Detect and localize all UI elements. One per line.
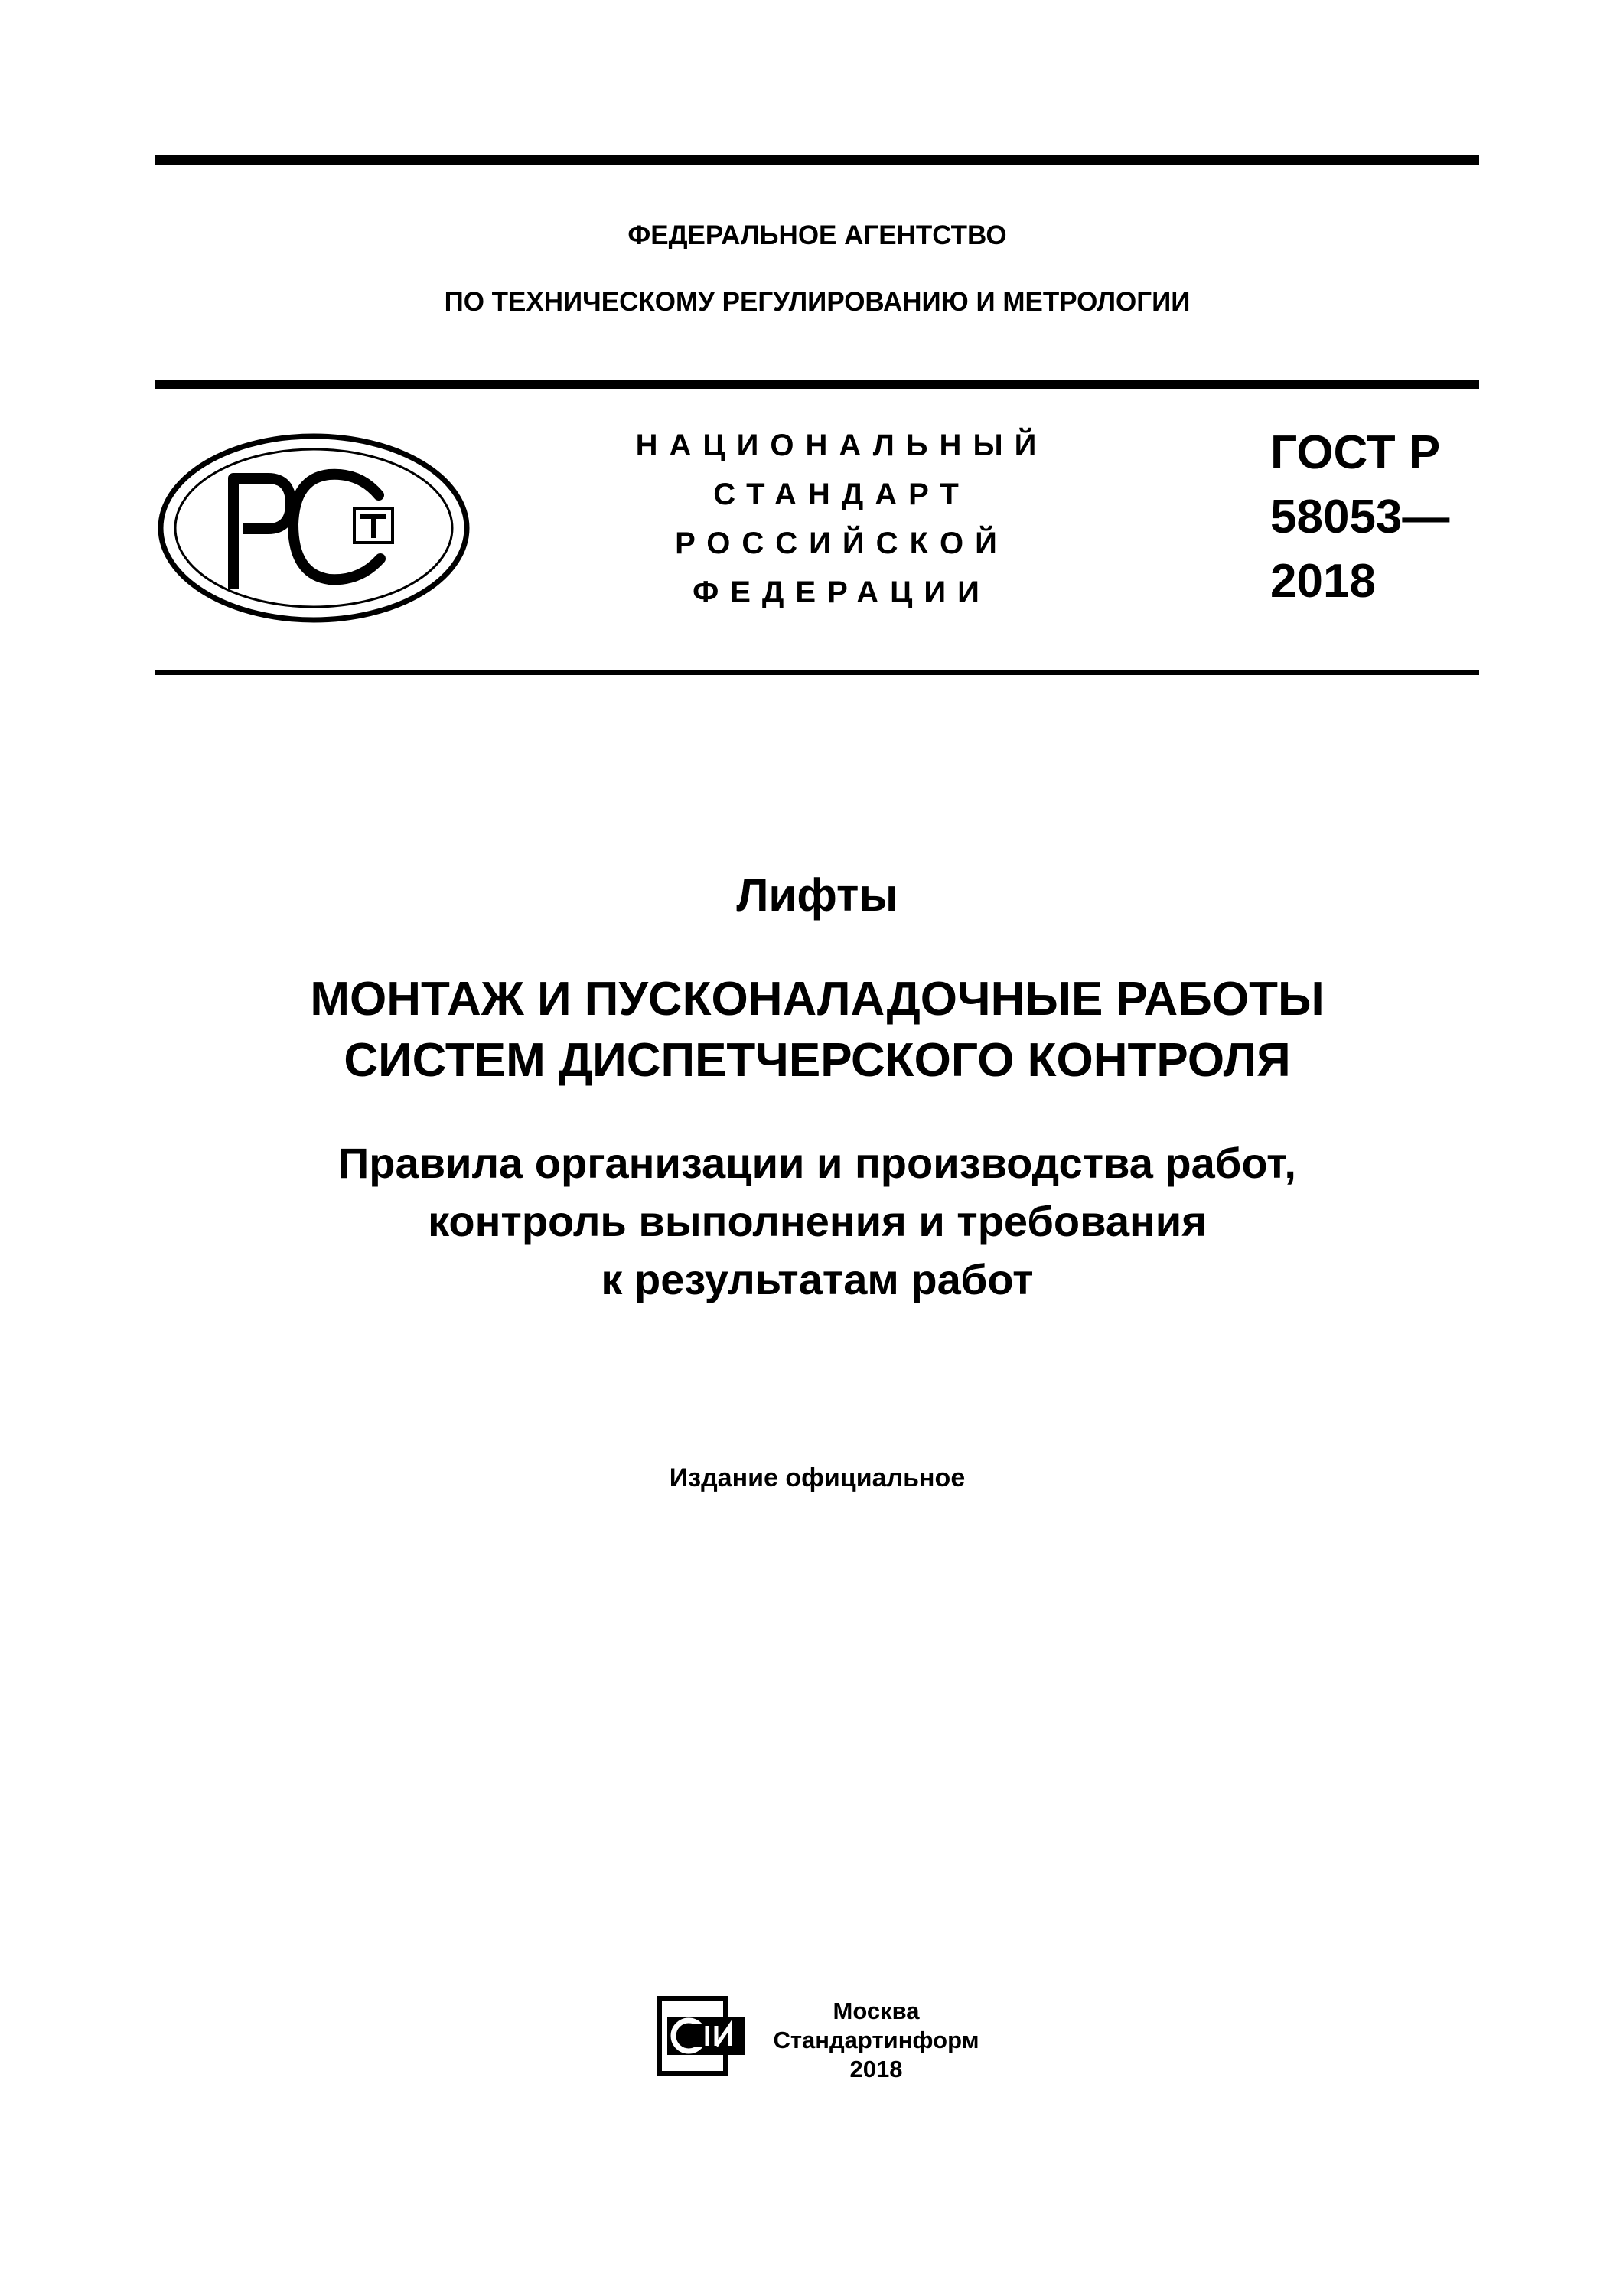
gost-designation-line-1: ГОСТ Р	[1270, 426, 1441, 479]
gost-designation-line-3: 2018	[1270, 555, 1376, 608]
national-standard-line-1: НАЦИОНАЛЬНЫЙ	[635, 429, 1048, 462]
header-rule	[155, 380, 1479, 389]
rst-logo-icon	[157, 432, 471, 624]
standartinform-logo-icon	[657, 1994, 748, 2078]
designation-rule	[155, 670, 1479, 675]
page-title: Лифты	[736, 869, 898, 921]
publisher-name: Стандартинформ	[773, 2027, 979, 2053]
publisher-city: Москва	[833, 1998, 920, 2024]
agency-line-1: ФЕДЕРАЛЬНОЕ АГЕНТСТВО	[627, 220, 1007, 250]
national-standard-line-2: СТАНДАРТ	[713, 478, 970, 511]
top-rule	[155, 155, 1479, 165]
description-line-3: к результатам работ	[601, 1255, 1034, 1303]
edition-label: Издание официальное	[669, 1463, 966, 1492]
description-line-2: контроль выполнения и требования	[428, 1197, 1207, 1245]
subtitle-line-2: СИСТЕМ ДИСПЕТЧЕРСКОГО КОНТРОЛЯ	[344, 1034, 1291, 1087]
national-standard-line-3: РОССИЙСКОЙ	[675, 527, 1009, 560]
gost-designation-line-2: 58053—	[1270, 491, 1450, 543]
agency-line-2: ПО ТЕХНИЧЕСКОМУ РЕГУЛИРОВАНИЮ И МЕТРОЛОГИИ	[444, 287, 1191, 317]
national-standard-line-4: ФЕДЕРАЦИИ	[693, 576, 991, 609]
publisher-year: 2018	[849, 2056, 903, 2082]
description-line-1: Правила организации и производства работ,	[338, 1139, 1296, 1187]
subtitle-line-1: МОНТАЖ И ПУСКОНАЛАДОЧНЫЕ РАБОТЫ	[310, 973, 1325, 1026]
